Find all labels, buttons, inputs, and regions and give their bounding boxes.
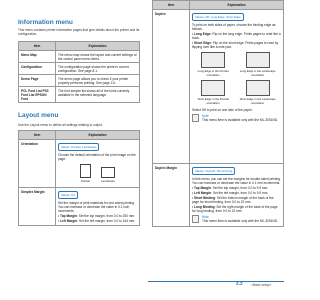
bullet-top-margin: • Top Margin: Set the top margin, from 0.0 to 9.9 mm. — [192, 185, 269, 190]
row-explanation-duplex — [190, 10, 284, 164]
duplex-table — [152, 0, 284, 227]
duplex-text: To print on both sides of paper, choose the binding edge as follows. — [192, 22, 276, 31]
table-row — [19, 140, 140, 188]
duplex-note: Note This menu item is available only with the ML-3051ND. — [192, 114, 281, 122]
values-badge: Values: 0.0 — [58, 191, 78, 199]
row-explanation: The font sample list shows all of the fonts currently available in the selected language. — [56, 87, 140, 103]
fig-long-edge-portrait: Long Edge in the Portrait orientation — [192, 52, 234, 77]
row-item-simplex: Simplex Margin — [19, 188, 56, 226]
col-header-explanation: Explanation — [56, 131, 140, 140]
duplex-select-text: Select Off to print on one side of the paper. — [192, 107, 253, 112]
values-badge: Values: Off, Long Edge, Short Edge — [192, 13, 244, 21]
duplex-figures-row-2 — [192, 80, 281, 105]
layout-menu-title: Layout menu — [18, 112, 59, 119]
row-explanation-orientation — [56, 140, 140, 188]
row-explanation: The demo page allows you to check if your printer properly performs printing. See page 2.6. — [56, 75, 140, 87]
long-edge-landscape-illustration — [246, 52, 270, 68]
table-row — [19, 63, 140, 75]
duplex-margin-note: Note This menu item is available only with the ML-3051ND. — [192, 215, 281, 223]
long-edge-portrait-illustration — [201, 52, 225, 68]
portrait-page-icon — [80, 164, 91, 178]
page-number: 2.2 — [236, 282, 243, 287]
row-item: Demo Page — [19, 75, 56, 87]
chapter-label: <Basic setup> — [251, 282, 272, 287]
row-item-orientation: Orientation — [19, 140, 56, 188]
portrait-label: Portrait — [80, 178, 90, 183]
short-edge-portrait-illustration — [201, 80, 225, 96]
bullet-left-margin: • Left Margin: Set the left margin, from 0.0 to 164 mm. — [58, 218, 136, 223]
landscape-label: Landscape — [101, 178, 115, 183]
short-edge-landscape-illustration — [246, 80, 270, 96]
bullet-top-margin: • Top Margin: Set the top margin, from 0.0 to 250 mm. — [58, 213, 136, 218]
bullet-short-binding: • Short Binding: Set the bottom margin of the back of the page for short binding, from 0.0 to 22 mm. — [192, 195, 274, 204]
duplex-margin-text: In this menu, you can set the margins for double-sided printing. You can increase or decrease the value in 0.1 mm increments. — [192, 176, 281, 185]
bullet-long-binding: • Long Binding: Set the right margin of the back of the page for long binding, from 0.0 to 22 mm. — [192, 204, 278, 213]
info-menu-intro: This menu contains printer information pages that give details about the printer and its configuration. — [18, 28, 140, 37]
fig-short-edge-landscape: Short Edge in the Landscape orientation — [234, 80, 281, 105]
values-badge: Values: Portrait, Landscape — [58, 143, 99, 151]
simplex-text: Set the margin of print materials for one-sided printing. You can increase or decrease the value in 0.1 inch increments. — [58, 200, 135, 213]
landscape-figure — [101, 164, 115, 183]
row-explanation-simplex — [56, 188, 140, 226]
table-row — [153, 10, 284, 164]
row-item: PCL Font List PS3 Font List EPSON Font — [19, 87, 56, 103]
note-icon — [192, 114, 199, 122]
duplex-figures-row-1 — [192, 52, 281, 77]
col-header-item: Item — [153, 1, 190, 10]
row-explanation: The menu map shows the layout and current settings of the control panel menu items. — [56, 51, 140, 63]
col-header-explanation: Explanation — [190, 1, 284, 10]
info-menu-table — [18, 41, 140, 103]
values-badge: Values: TopCoff, ShortCoring — [192, 167, 235, 175]
table-row — [19, 75, 140, 87]
landscape-page-icon — [101, 167, 115, 178]
col-header-item: Item — [19, 42, 56, 51]
bullet-long-edge: • Long Edge: Flip on the long edge. Prints pages to read like a book. — [192, 31, 281, 40]
col-header-item: Item — [19, 131, 56, 140]
table-row — [19, 87, 140, 103]
footer-rule — [148, 281, 284, 282]
col-header-explanation: Explanation — [56, 42, 140, 51]
row-item-duplex-margin: Duplex Margin — [153, 164, 190, 227]
info-menu-title: Information menu — [18, 19, 73, 26]
fig-long-edge-landscape: Long Edge in the Landscape orientation — [234, 52, 281, 77]
bullet-short-edge: • Short Edge: Flip on the short edge. Prints pages to read by flipping over like a note pad. — [192, 40, 279, 49]
row-item-duplex: Duplex — [153, 10, 190, 164]
row-item: Configuration — [19, 63, 56, 75]
table-row — [19, 188, 140, 226]
row-explanation: The configuration page shows the printer's current configuration. See page 8.1. — [56, 63, 140, 75]
layout-menu-table — [18, 130, 140, 226]
orientation-figures — [58, 164, 137, 183]
table-row — [19, 51, 140, 63]
note-icon — [192, 215, 199, 223]
portrait-figure — [80, 164, 91, 183]
bullet-left-margin: • Left Margin: Set the left margin, from 0.0 to 9.9 mm. — [192, 190, 269, 195]
orientation-text: Choose the default orientation of the print image on the page. — [58, 152, 136, 161]
page-footer — [0, 281, 300, 291]
fig-short-edge-portrait: Short Edge in the Portrait orientation — [192, 80, 234, 105]
row-item: Menu Map — [19, 51, 56, 63]
layout-menu-intro: Use the Layout menu to define all settings relating to output. — [18, 123, 103, 127]
table-row — [153, 164, 284, 227]
row-explanation-duplex-margin — [190, 164, 284, 227]
